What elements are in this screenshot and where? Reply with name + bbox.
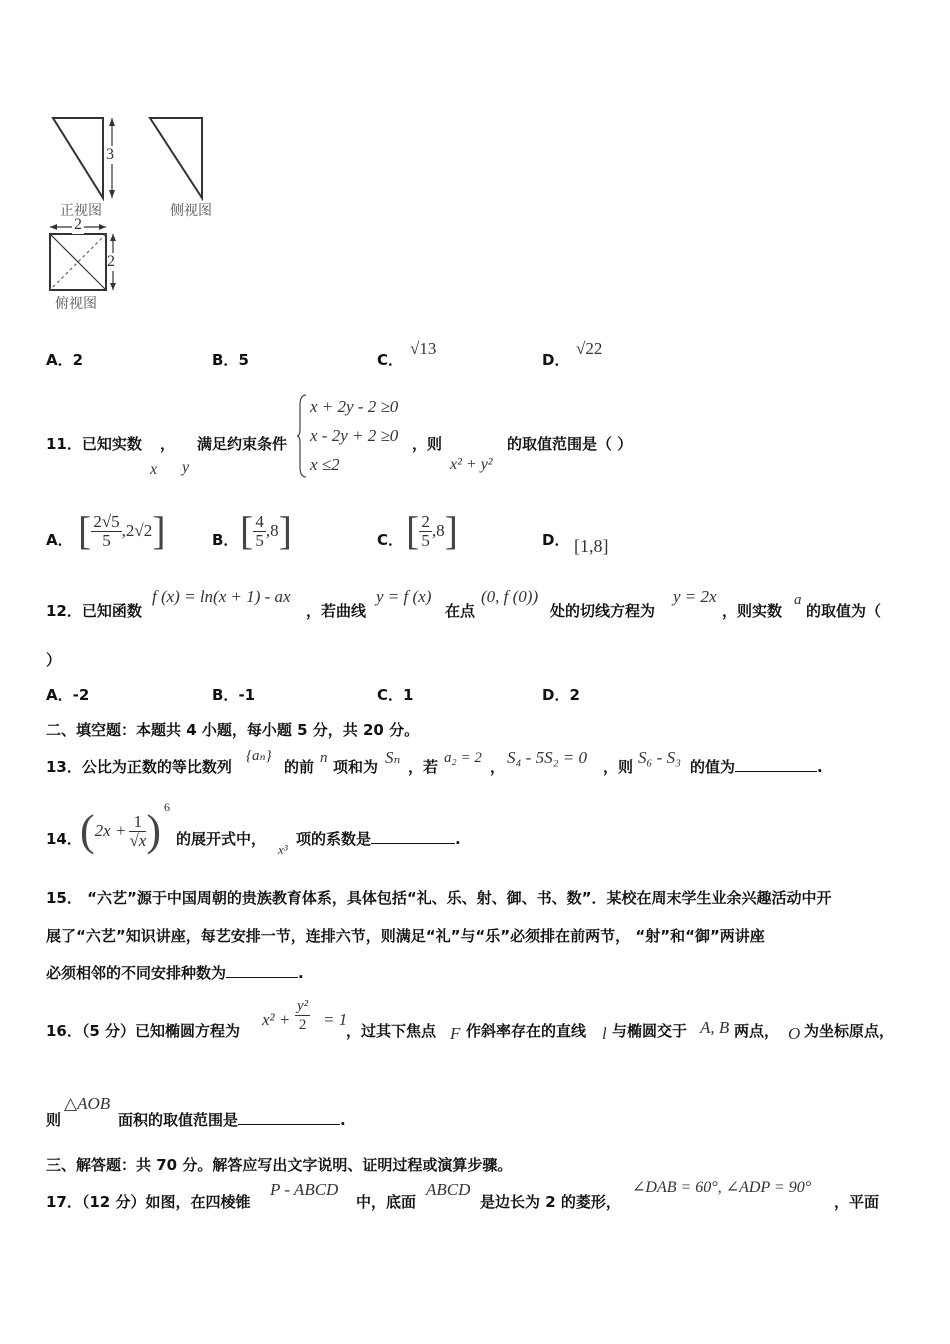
q11-comma: ， (160, 435, 176, 453)
q13-text-6: 的值为 . (690, 758, 823, 776)
q13-sn: Sₙ (385, 748, 401, 767)
q12-option-b: B．-1 (212, 686, 256, 704)
q17-base: ABCD (426, 1180, 471, 1199)
section-3-heading: 三、解答题：共 70 分。解答应写出文字说明、证明过程或演算步骤。 (46, 1156, 513, 1174)
q17-text-1: 17．（12 分）如图，在四棱锥 (46, 1193, 251, 1211)
section-2-heading: 二、填空题：本题共 4 小题，每小题 5 分，共 20 分。 (46, 721, 420, 739)
q11-constraint-2: x - 2y + 2 ≥0 (310, 426, 399, 445)
q11-option-d-value: [1,8] (574, 536, 609, 556)
q11-expr: x² + y² (450, 456, 493, 473)
q16-text-7: 则 (46, 1111, 62, 1129)
q12-tangent: y = 2x (673, 587, 717, 606)
q14-binomial: (2x + $\frac{1}{√x}$ ) (80, 806, 161, 855)
q13-answer-blank (735, 757, 817, 772)
q11-text-4: 的取值范围是（ ） (507, 435, 633, 453)
q12-text-5: ，则实数 (722, 602, 783, 620)
q16-tri: △AOB (64, 1094, 111, 1113)
front-view-label: 正视图 (60, 203, 102, 219)
q17-text-2: 中，底面 (356, 1193, 417, 1211)
q17-text-3: 是边长为 2 的菱形， (480, 1193, 621, 1211)
q10-option-c-value: √13 (410, 339, 437, 358)
q16-answer-blank (238, 1110, 340, 1125)
q16-text-8: 面积的取值范围是 . (118, 1111, 346, 1129)
q12-option-d: D．2 (542, 686, 580, 704)
q13-text-5: ，则 (603, 758, 634, 776)
q14-text-2: 项的系数是 . (296, 830, 461, 848)
q17-pyr: P - ABCD (270, 1180, 339, 1199)
q12-option-a: A．-2 (46, 686, 90, 704)
q11-constraint-1: x + 2y - 2 ≥0 (310, 397, 399, 416)
q14-answer-blank (371, 829, 455, 844)
q16-text-1: 16．（5 分）已知椭圆方程为 (46, 1022, 241, 1040)
q14-power: 6 (164, 800, 170, 814)
q14-num: 14． (46, 830, 82, 848)
q16-text-2: ，过其下焦点 (346, 1022, 437, 1040)
q12-var-a: a (794, 592, 802, 608)
q15-line-1: 15． “六艺”源于中国周朝的贵族教育体系，具体包括“礼、乐、射、御、书、数”．某校在周末学生业余兴趣活动中开 (46, 889, 832, 907)
q12-func: f (x) = ln(x + 1) - ax (152, 587, 291, 606)
q15-answer-blank (226, 963, 298, 978)
q16-eq-b: = 1 (323, 1010, 348, 1029)
front-view-triangle (53, 118, 103, 198)
q12-text-1: 12．已知函数 (46, 602, 142, 620)
q13-n: n (320, 750, 328, 766)
q10-option-a: A．2 (46, 351, 84, 369)
q11-option-b-label: B． (212, 531, 239, 549)
q13-seq: {aₙ} (246, 748, 272, 764)
q16-text-4: 与椭圆交于 (612, 1022, 688, 1040)
q12-option-c: C．1 (377, 686, 414, 704)
dim-width: 2 (74, 216, 82, 233)
top-view-label: 俯视图 (55, 296, 97, 312)
q12-close: ） (46, 651, 62, 669)
q12-text-2: ，若曲线 (306, 602, 367, 620)
q13-text-2: 的前 (284, 758, 315, 776)
q11-option-d-label: D． (542, 531, 570, 549)
q11-text-3: ，则 (412, 435, 443, 453)
q17-text-4: ，平面 (834, 1193, 880, 1211)
q16-text-5: 两点， (734, 1022, 780, 1040)
q15-line-2: 展了“六艺”知识讲座，每艺安排一节，连排六节，则满足“礼”与“乐”必须排在前两节， “射”和“御”两讲座 (46, 927, 765, 945)
q10-option-c-label: C． (377, 351, 404, 369)
q11-text-1: 11．已知实数 (46, 435, 142, 453)
q17-angles: ∠DAB = 60°, ∠ADP = 90° (632, 1179, 812, 1196)
q15-line-3: 必须相邻的不同安排种数为 . (46, 964, 304, 982)
q11-var-y: y (182, 459, 190, 476)
q13-text-1: 13．公比为正数的等比数列 (46, 758, 232, 776)
q10-option-b: B．5 (212, 351, 249, 369)
q11-var-x: x (150, 461, 158, 478)
q13-target: S₆ - S₃ (638, 748, 681, 767)
q12-point: (0, f (0)) (481, 587, 539, 606)
q13-text-3: 项和为 (333, 758, 379, 776)
q16-origin: O (788, 1024, 801, 1043)
q11-option-a-label: A． (46, 531, 73, 549)
q12-text-3: 在点 (445, 602, 476, 620)
q10-option-d-value: √22 (576, 339, 603, 358)
q11-option-c-label: C． (377, 531, 404, 549)
q11-option-b-value: [ $\frac{4}{5}$ ,8] (240, 508, 292, 553)
q13-text-4: ，若 (408, 758, 439, 776)
q11-option-c-value: [ $\frac{2}{5}$ ,8] (406, 508, 458, 553)
q13-comma: ， (490, 758, 506, 776)
q16-eq-frac: $\frac{\text{y²}}{2}$ (297, 998, 309, 1033)
q12-text-4: 处的切线方程为 (550, 602, 656, 620)
q11-brace (296, 393, 308, 479)
q14-term: x³ (278, 842, 288, 857)
q16-focus: F (450, 1024, 461, 1043)
q11-text-2: 满足约束条件 (197, 435, 288, 453)
q12-text-6: 的取值为（ (806, 602, 882, 620)
q11-constraint-3: x ≤2 (310, 455, 340, 474)
q14-text-1: 的展开式中， (176, 830, 267, 848)
q16-text-6: 为坐标原点， (804, 1022, 895, 1040)
side-view-label: 侧视图 (170, 203, 212, 219)
q16-text-3: 作斜率存在的直线 (466, 1022, 587, 1040)
side-view-triangle (150, 118, 202, 198)
dim-height: 3 (106, 146, 114, 163)
q13-eq: S₄ - 5S₂ = 0 (507, 748, 587, 767)
q16-eq-a: x² + (262, 1010, 291, 1029)
q11-option-a-value: [ $\frac{2√5}{5}$ ,2√2] (78, 508, 166, 553)
q12-curve: y = f (x) (376, 587, 432, 606)
q10-option-d-label: D． (542, 351, 570, 369)
dim-depth: 2 (107, 253, 115, 270)
q13-a2: a₂ = 2 (444, 750, 482, 766)
q16-line: l (602, 1024, 607, 1043)
q16-pts: A, B (700, 1018, 730, 1037)
